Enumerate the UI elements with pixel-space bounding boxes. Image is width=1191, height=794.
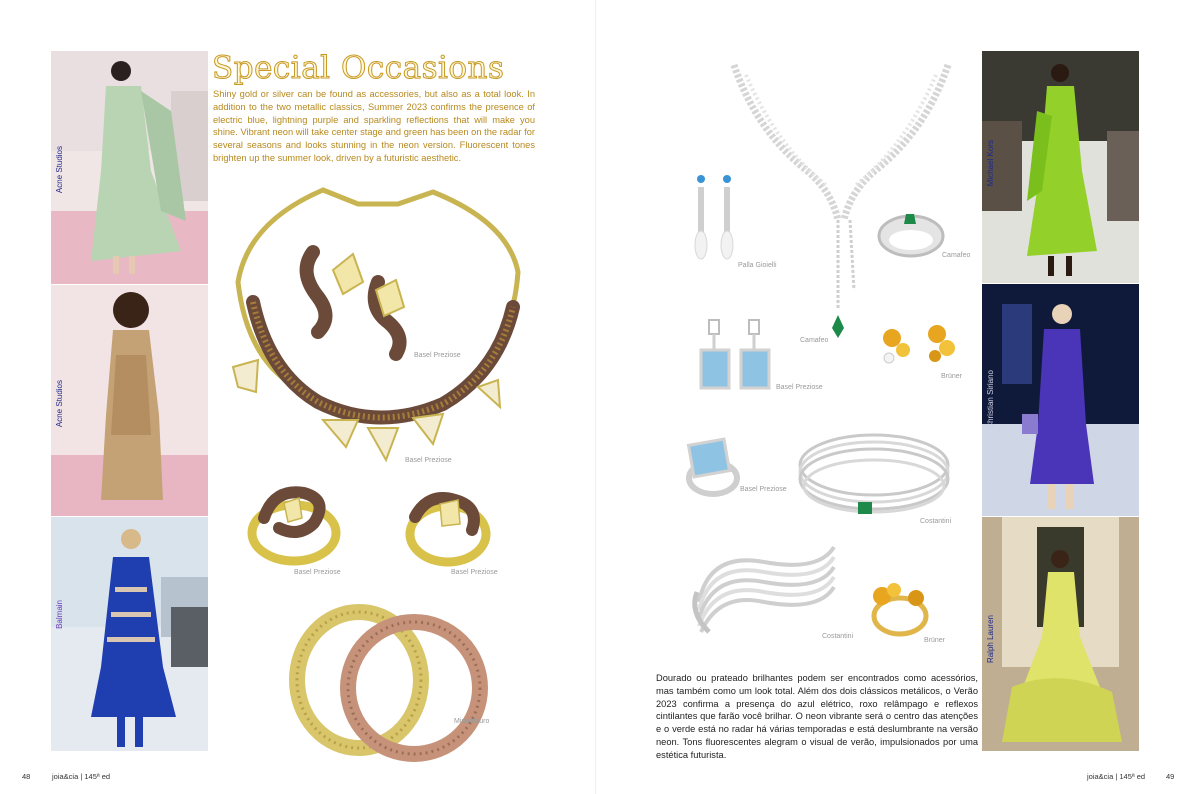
gold-ring-left-image <box>244 478 344 566</box>
folio-text: joia&cia | 145ª ed <box>1087 772 1146 781</box>
jewelry-label: Basel Preziose <box>405 457 452 464</box>
jewelry-label: Basel Preziose <box>740 486 787 493</box>
jewelry-label: Camafeo <box>942 252 971 259</box>
diamond-necklace-image <box>726 60 956 345</box>
photo-credit: Balmain <box>55 600 64 629</box>
jewelry-label: Basel Preziose <box>414 352 461 359</box>
jewelry-label: Costantini <box>920 518 952 525</box>
runway-photo-purple-dress <box>982 284 1139 516</box>
runway-photo-neon-green-dress <box>982 51 1139 283</box>
intro-text-pt: Dourado ou prateado brilhantes podem ser encontrados como acessórios, mas também como um look total. Além dos dois clássicos metálicos, o Verão 2023 confirma a presença do azul elétrico, roxo relâmpago e reflexos cintilantes que farão você brilhar. O neon vibrante será o centro das atenções e o verde está no radar há várias temporadas e está deslumbrante na versão neon. Tons fluorescentes alegram o visual de verão, impulsionados por uma estética futurista. <box>656 673 978 760</box>
jewelry-label: Brüner <box>924 637 946 644</box>
yellow-gem-ring-image <box>864 578 934 640</box>
jewelry-label: Camafeo <box>800 337 829 344</box>
photo-credit: Christian Siriano <box>986 370 995 429</box>
wave-bracelet-emerald-image <box>796 420 951 520</box>
jewelry-label: Basel Preziose <box>451 569 498 576</box>
jewelry-label: Basel Preziose <box>776 384 823 391</box>
page-title: Special Occasions <box>212 50 505 86</box>
jewelry-label: Costantini <box>822 633 854 640</box>
gold-necklace-image <box>228 182 528 464</box>
yellow-gem-earrings-image <box>877 320 962 375</box>
photo-credit: Ralph Lauren <box>986 615 995 664</box>
topaz-ring-image <box>681 436 741 498</box>
right-page <box>596 0 1191 794</box>
photo-credit: Acne Studios <box>55 146 64 194</box>
runway-photo-yellow-gown <box>982 517 1139 751</box>
left-page <box>0 0 595 794</box>
gold-bangles-image <box>284 590 494 762</box>
jewelry-label: Basel Preziose <box>294 569 341 576</box>
jewelry-label: Mirandouro <box>454 718 490 725</box>
runway-photo-acne-mint-dress <box>51 51 208 284</box>
runway-photo-acne-gold-dress <box>51 285 208 516</box>
diamond-cuff-emerald-image <box>876 208 946 260</box>
photo-credit: Acne Studios <box>55 380 64 428</box>
gold-ring-right-image <box>400 482 495 567</box>
folio-text: joia&cia | 145ª ed <box>52 772 111 781</box>
runway-photo-balmain-blue-dress <box>51 517 208 751</box>
jewelry-label: Brüner <box>941 373 963 380</box>
blue-drop-earrings-image <box>689 173 739 263</box>
intro-text-en: Shiny gold or silver can be found as accessories, but also as a total look. In addition to the two metallic classics, Summer 2023 confirms the presence of electric blue, lightning purple and sparkling reflections that will make you shine. Vibrant neon will take center stage and green has been on the radar for several seasons and looks stunning in the neon version. Fluorescent tones brighten up the summer look, driven by a futuristic aesthetic. <box>213 89 535 163</box>
page-number: 49 <box>1166 772 1175 781</box>
wave-cuff-image <box>689 532 839 642</box>
photo-credit: Michael Kors <box>986 140 995 187</box>
jewelry-label: Palla Gioielli <box>738 262 777 269</box>
page-number: 48 <box>22 772 31 781</box>
topaz-earrings-image <box>697 318 777 394</box>
